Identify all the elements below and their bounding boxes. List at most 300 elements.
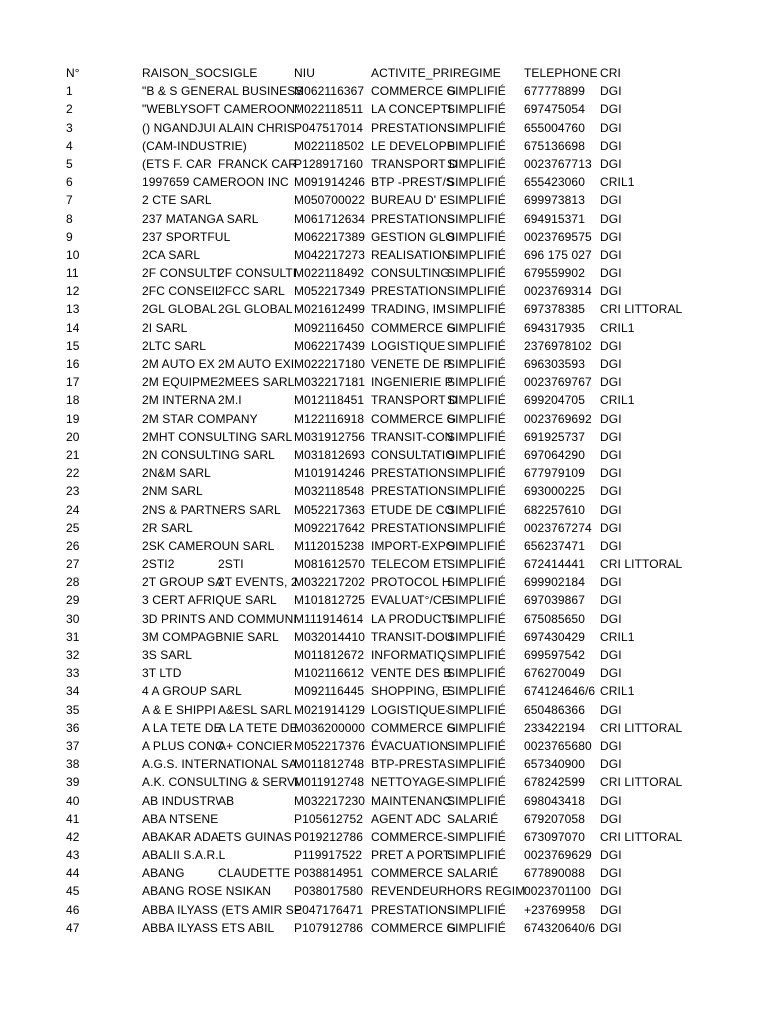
cell-niu: M052217349	[294, 284, 366, 299]
cell-telephone: 672414441	[524, 557, 585, 572]
cell-regime: SALARIÉ	[447, 811, 499, 826]
cell-no: 43	[66, 848, 80, 863]
cell-raison-sociale: ABANG	[142, 866, 185, 881]
cell-telephone: +23769958	[524, 902, 586, 917]
cell-sigle: 2FCC SARL	[218, 284, 285, 299]
header-niu: NIU	[294, 66, 315, 80]
cell-activite: ETUDE DE CO	[371, 502, 455, 517]
cell-activite: CONSULTATIO	[371, 447, 455, 462]
cell-raison-sociale: 2M EQUIPME	[142, 375, 219, 390]
cell-raison-sociale: 3S SARL	[142, 648, 193, 662]
cell-no: 32	[66, 648, 80, 662]
cell-no: 1	[66, 84, 73, 99]
cell-telephone: 0023769629	[524, 848, 592, 863]
cell-regime: SIMPLIFIÉ	[447, 429, 506, 444]
cell-cri: DGI	[600, 156, 622, 171]
cell-activite: REVENDEUR	[371, 884, 448, 899]
cell-cri: DGI	[600, 102, 622, 117]
cell-raison-sociale: 2M AUTO EX	[142, 357, 215, 371]
cell-activite: PRET A PORT	[371, 848, 451, 863]
cell-niu: M101914246	[294, 466, 366, 481]
cell-raison-sociale: (CAM-INDUSTRIE)	[142, 138, 247, 153]
cell-telephone: 677979109	[524, 466, 585, 481]
cell-telephone: 679207058	[524, 811, 585, 826]
cell-no: 41	[66, 811, 80, 826]
cell-activite: INGENIERIE P	[371, 375, 453, 390]
cell-cri: DGI	[600, 648, 622, 662]
cell-telephone: 674124646/6	[524, 684, 596, 699]
cell-regime: SIMPLIFIÉ	[447, 229, 506, 244]
cell-no: 29	[66, 593, 80, 608]
cell-raison-sociale: ABAKAR ADA	[142, 829, 220, 844]
cell-sigle: 2F CONSULTI	[218, 266, 297, 281]
cell-regime: SIMPLIFIÉ	[447, 284, 506, 299]
header-telephone: TELEPHONE	[524, 66, 598, 80]
cell-niu: M092116445	[294, 684, 365, 699]
cell-telephone: 699973813	[524, 193, 585, 208]
cell-niu: M062116367	[294, 84, 365, 99]
cell-niu: M011912748	[294, 775, 365, 790]
cell-niu: M102116612	[294, 666, 365, 681]
cell-raison-sociale: 3D PRINTS AND COMMUNI	[142, 611, 297, 626]
cell-niu: M032118548	[294, 484, 365, 499]
cell-raison-sociale: A LA TETE DE	[142, 720, 222, 735]
cell-cri: CRI LITTORAL	[600, 302, 683, 317]
cell-sigle: 2M.I	[218, 393, 242, 408]
cell-niu: M062217439	[294, 338, 366, 353]
cell-raison-sociale: 2LTC SARL	[142, 338, 207, 353]
cell-activite: LE DEVELOPP	[371, 138, 455, 153]
cell-activite: SHOPPING, E	[371, 684, 451, 699]
cell-regime: SIMPLIFIÉ	[447, 848, 506, 863]
cell-niu: M050700022	[294, 193, 366, 208]
cell-niu: P047176471	[294, 902, 364, 917]
cell-telephone: 0023769767	[524, 375, 592, 390]
cell-raison-sociale: 2N CONSULTING SARL	[142, 447, 275, 462]
cell-cri: DGI	[600, 84, 622, 99]
cell-telephone: 0023769692	[524, 411, 592, 426]
cell-telephone: 694317935	[524, 320, 585, 335]
cell-activite: VENTE DES B	[371, 666, 452, 681]
cell-raison-sociale: 1997659 CAMEROON INC	[142, 175, 289, 190]
cell-regime: SIMPLIFIÉ	[447, 338, 506, 353]
cell-regime: SIMPLIFIÉ	[447, 302, 506, 317]
cell-raison-sociale: 237 MATANGA SARL	[142, 211, 259, 226]
cell-regime: SIMPLIFIÉ	[447, 538, 506, 553]
cell-telephone: 693000225	[524, 484, 585, 499]
header-raison-sociale: RAISON_SOCSIGLE	[142, 66, 258, 80]
cell-telephone: 655004760	[524, 120, 585, 135]
cell-activite: EVALUAT°/CE	[371, 593, 450, 608]
cell-regime: SALARIÉ	[447, 866, 499, 881]
cell-niu: M031812693	[294, 447, 366, 462]
cell-no: 13	[66, 302, 80, 317]
cell-cri: DGI	[600, 666, 622, 681]
cell-telephone: 696 175 027	[524, 247, 592, 262]
cell-cri: DGI	[600, 884, 622, 899]
cell-activite: TRANSPORT D	[371, 156, 458, 171]
cell-no: 14	[66, 320, 80, 335]
cell-telephone: 657340900	[524, 757, 585, 772]
cell-regime: SIMPLIFIÉ	[447, 920, 506, 935]
cell-niu: M036200000	[294, 720, 366, 735]
cell-raison-sociale: 2I SARL	[142, 320, 188, 335]
cell-raison-sociale: ABALII S.A.R.L	[142, 848, 226, 863]
cell-regime: SIMPLIFIÉ	[447, 247, 506, 262]
cell-cri: DGI	[600, 502, 622, 517]
cell-raison-sociale: ABANG ROSE NSIKAN	[142, 884, 272, 899]
cell-no: 33	[66, 666, 80, 681]
cell-regime: SIMPLIFIÉ	[447, 793, 506, 808]
cell-cri: DGI	[600, 193, 622, 208]
cell-niu: M022217180	[294, 357, 366, 371]
cell-activite: PRESTATIONS	[371, 120, 455, 135]
cell-no: 28	[66, 575, 80, 590]
cell-cri: DGI	[600, 229, 622, 244]
cell-regime: SIMPLIFIÉ	[447, 175, 506, 190]
cell-telephone: 697430429	[524, 629, 585, 644]
cell-regime: SIMPLIFIÉ	[447, 738, 506, 753]
cell-activite: COMMERCE G	[371, 920, 456, 935]
cell-no: 5	[66, 156, 73, 171]
cell-activite: INFORMATIQ	[371, 648, 447, 662]
cell-activite: ÉVACUATION	[371, 738, 449, 753]
cell-raison-sociale: 2FC CONSEIL	[142, 284, 222, 299]
cell-sigle: 2M AUTO EXI	[218, 357, 295, 371]
cell-cri: DGI	[600, 338, 622, 353]
cell-cri: DGI	[600, 538, 622, 553]
cell-no: 35	[66, 702, 80, 717]
cell-activite: BUREAU D' E	[371, 193, 448, 208]
cell-cri: DGI	[600, 520, 622, 535]
cell-regime: SIMPLIFIÉ	[447, 466, 506, 481]
cell-niu: M011812748	[294, 757, 365, 772]
cell-niu: M022118502	[294, 138, 365, 153]
cell-no: 7	[66, 193, 73, 208]
cell-sigle: A&ESL SARL	[218, 702, 292, 717]
cell-cri: DGI	[600, 757, 622, 772]
cell-raison-sociale: A PLUS CONC	[142, 738, 224, 753]
cell-niu: M022118511	[294, 102, 364, 117]
cell-sigle: 2STI	[218, 557, 244, 572]
cell-cri: DGI	[600, 902, 622, 917]
cell-telephone: 650486366	[524, 702, 585, 717]
cell-regime: SIMPLIFIÉ	[447, 520, 506, 535]
cell-regime: SIMPLIFIÉ	[447, 593, 506, 608]
cell-raison-sociale: 2 CTE SARL	[142, 193, 212, 208]
cell-activite: IMPORT-EXPO	[371, 538, 456, 553]
cell-telephone: 0023765680	[524, 738, 592, 753]
cell-activite: GESTION GLO	[371, 229, 455, 244]
cell-activite: COMMERCE-	[371, 829, 448, 844]
cell-no: 36	[66, 720, 80, 735]
cell-niu: M022118492	[294, 266, 365, 281]
cell-niu: M122116918	[294, 411, 365, 426]
cell-cri: DGI	[600, 429, 622, 444]
cell-niu: M092116450	[294, 320, 365, 335]
cell-activite: PRESTATIONS	[371, 211, 455, 226]
cell-sigle: CLAUDETTE	[218, 866, 291, 881]
cell-sigle: AB	[218, 793, 235, 808]
cell-telephone: 0023769314	[524, 284, 592, 299]
cell-regime: SIMPLIFIÉ	[447, 757, 506, 772]
cell-niu: P119917522	[294, 848, 363, 863]
cell-activite: REALISATION	[371, 247, 451, 262]
cell-cri: DGI	[600, 120, 622, 135]
cell-no: 39	[66, 775, 80, 790]
cell-no: 16	[66, 357, 80, 371]
cell-telephone: 676270049	[524, 666, 585, 681]
cell-activite: MAINTENANC	[371, 793, 452, 808]
cell-regime: SIMPLIFIÉ	[447, 684, 506, 699]
cell-sigle: ETS GUINAS	[218, 829, 292, 844]
cell-niu: M081612570	[294, 557, 366, 572]
cell-raison-sociale: 2MHT CONSULTING SARL	[142, 429, 293, 444]
cell-no: 40	[66, 793, 80, 808]
cell-raison-sociale: 4 A GROUP SARL	[142, 684, 242, 699]
cell-telephone: 699204705	[524, 393, 585, 408]
cell-niu: P047517014	[294, 120, 364, 135]
cell-niu: M021612499	[294, 302, 366, 317]
cell-cri: DGI	[600, 738, 622, 753]
cell-no: 3	[66, 120, 73, 135]
cell-telephone: 0023767713	[524, 156, 592, 171]
cell-activite: PRESTATIONS	[371, 902, 455, 917]
cell-no: 10	[66, 247, 80, 262]
cell-activite: COMMERCE G	[371, 720, 456, 735]
cell-activite: COMMERCE G	[371, 84, 456, 99]
cell-sigle: 2GL GLOBAL	[218, 302, 293, 317]
cell-telephone: 678242599	[524, 775, 585, 790]
cell-sigle: A LA TETE DE	[218, 720, 298, 735]
cell-regime: SIMPLIFIÉ	[447, 138, 506, 153]
cell-activite: COMMERCE G	[371, 320, 456, 335]
cell-no: 30	[66, 611, 80, 626]
cell-raison-sociale: 2M INTERNA	[142, 393, 216, 408]
cell-no: 25	[66, 520, 80, 535]
cell-niu: P019212786	[294, 829, 364, 844]
cell-cri: DGI	[600, 247, 622, 262]
cell-activite: PROTOCOL H	[371, 575, 451, 590]
cell-no: 45	[66, 884, 80, 899]
cell-telephone: 677890088	[524, 866, 585, 881]
cell-activite: LA CONCEPTI	[371, 102, 452, 117]
cell-no: 26	[66, 538, 80, 553]
cell-niu: P038017580	[294, 884, 364, 899]
cell-telephone: 2376978102	[524, 338, 592, 353]
cell-regime: HORS REGIM	[447, 884, 526, 899]
cell-telephone: 694915371	[524, 211, 585, 226]
cell-cri: DGI	[600, 811, 622, 826]
cell-regime: SIMPLIFIÉ	[447, 102, 506, 117]
cell-raison-sociale: "B & S GENERAL BUSINESS	[142, 84, 304, 99]
cell-raison-sociale: 2SK CAMEROUN SARL	[142, 538, 275, 553]
cell-activite: PRESTATIONS	[371, 520, 455, 535]
cell-niu: M032217202	[294, 575, 366, 590]
header-activite-regime: ACTIVITE_PRIREGIME	[371, 66, 501, 80]
cell-cri: DGI	[600, 793, 622, 808]
cell-regime: SIMPLIFIÉ	[447, 484, 506, 499]
cell-cri: DGI	[600, 702, 622, 717]
cell-activite: NETTOYAGE-	[371, 775, 449, 790]
cell-activite: TRANSIT-DOU	[371, 629, 454, 644]
cell-cri: DGI	[600, 575, 622, 590]
cell-activite: TRADING, IM	[371, 302, 447, 317]
cell-niu: M032217181	[294, 375, 366, 390]
cell-activite: TRANSIT-CON	[371, 429, 454, 444]
cell-raison-sociale: A.K. CONSULTING & SERVI	[142, 775, 299, 790]
cell-cri: CRI LITTORAL	[600, 775, 683, 790]
cell-no: 44	[66, 866, 80, 881]
cell-no: 31	[66, 629, 80, 644]
cell-raison-sociale: 2F CONSULTI	[142, 266, 221, 281]
cell-regime: SIMPLIFIÉ	[447, 702, 506, 717]
cell-telephone: 697064290	[524, 447, 585, 462]
cell-telephone: 675136698	[524, 138, 585, 153]
cell-no: 19	[66, 411, 80, 426]
cell-raison-sociale: A.G.S. INTERNATIONAL SA	[142, 757, 297, 772]
cell-regime: SIMPLIFIÉ	[447, 193, 506, 208]
cell-no: 37	[66, 738, 80, 753]
cell-activite: LOGISTIQUE	[371, 338, 446, 353]
cell-niu: M042217273	[294, 247, 366, 262]
cell-sigle: 2MEES SARL	[218, 375, 295, 390]
cell-niu: P105612752	[294, 811, 364, 826]
cell-cri: DGI	[600, 484, 622, 499]
cell-telephone: 0023767274	[524, 520, 592, 535]
cell-telephone: 233422194	[524, 720, 585, 735]
cell-niu: P107912786	[294, 920, 364, 935]
cell-raison-sociale: 3T LTD	[142, 666, 182, 681]
cell-cri: CRIL1	[600, 629, 635, 644]
cell-raison-sociale: "WEBLYSOFT CAMEROON"	[142, 102, 300, 117]
cell-activite: VENETE DE P	[371, 357, 452, 371]
cell-no: 2	[66, 102, 73, 117]
cell-activite: COMMERCE	[371, 866, 444, 881]
cell-no: 23	[66, 484, 80, 499]
cell-regime: SIMPLIFIÉ	[447, 120, 506, 135]
cell-raison-sociale: (ETS F. CAR	[142, 156, 212, 171]
cell-raison-sociale: 2NM SARL	[142, 484, 203, 499]
header-no: N°	[66, 66, 80, 80]
cell-regime: SIMPLIFIÉ	[447, 266, 506, 281]
cell-telephone: 696303593	[524, 357, 585, 371]
cell-raison-sociale: ABBA ILYASS (ETS AMIR SE	[142, 902, 303, 917]
cell-regime: SIMPLIFIÉ	[447, 557, 506, 572]
cell-raison-sociale: 2R SARL	[142, 520, 193, 535]
cell-telephone: 691925737	[524, 429, 585, 444]
cell-activite: TELECOM ET	[371, 557, 449, 572]
cell-cri: DGI	[600, 357, 622, 371]
cell-cri: DGI	[600, 466, 622, 481]
cell-regime: SIMPLIFIÉ	[447, 320, 506, 335]
cell-cri: CRI LITTORAL	[600, 720, 683, 735]
cell-raison-sociale: 2NS & PARTNERS SARL	[142, 502, 281, 517]
cell-raison-sociale: () NGANDJUI ALAIN CHRIS	[142, 120, 295, 135]
cell-regime: SIMPLIFIÉ	[447, 611, 506, 626]
cell-sigle: A+ CONCIER	[218, 738, 293, 753]
cell-no: 12	[66, 284, 80, 299]
cell-cri: DGI	[600, 266, 622, 281]
cell-no: 20	[66, 429, 80, 444]
cell-telephone: 697039867	[524, 593, 585, 608]
cell-regime: SIMPLIFIÉ	[447, 775, 506, 790]
cell-no: 21	[66, 447, 80, 462]
cell-activite: CONSULTING	[371, 266, 450, 281]
cell-telephone: 677778899	[524, 84, 585, 99]
cell-no: 27	[66, 557, 80, 572]
cell-cri: DGI	[600, 211, 622, 226]
cell-no: 42	[66, 829, 80, 844]
cell-regime: SIMPLIFIÉ	[447, 575, 506, 590]
cell-regime: SIMPLIFIÉ	[447, 829, 506, 844]
cell-cri: DGI	[600, 411, 622, 426]
cell-niu: M012118451	[294, 393, 365, 408]
cell-regime: SIMPLIFIÉ	[447, 902, 506, 917]
cell-regime: SIMPLIFIÉ	[447, 666, 506, 681]
cell-no: 15	[66, 338, 80, 353]
cell-regime: SIMPLIFIÉ	[447, 84, 506, 99]
cell-activite: PRESTATION	[371, 484, 447, 499]
cell-activite: BTP-PRESTA	[371, 757, 447, 772]
cell-activite: LA PRODUCTI	[371, 611, 453, 626]
cell-raison-sociale: 2N&M SARL	[142, 466, 211, 481]
cell-regime: SIMPLIFIÉ	[447, 502, 506, 517]
cell-no: 34	[66, 684, 80, 699]
cell-raison-sociale: 2M STAR COMPANY	[142, 411, 258, 426]
cell-telephone: 673097070	[524, 829, 585, 844]
cell-niu: P038814951	[294, 866, 364, 881]
cell-no: 24	[66, 502, 80, 517]
cell-cri: CRIL1	[600, 320, 635, 335]
cell-activite: TRANSPORT D	[371, 393, 458, 408]
cell-cri: DGI	[600, 284, 622, 299]
cell-activite: PRESTATION	[371, 284, 447, 299]
cell-no: 38	[66, 757, 80, 772]
cell-sigle: FRANCK CAR	[218, 156, 298, 171]
cell-niu: M092217642	[294, 520, 366, 535]
cell-telephone: 0023701100	[524, 884, 591, 899]
cell-niu: M112015238	[294, 538, 365, 553]
cell-no: 8	[66, 211, 73, 226]
cell-raison-sociale: 2GL GLOBAL	[142, 302, 217, 317]
cell-niu: P128917160	[294, 156, 364, 171]
cell-raison-sociale: 2T GROUP SA	[142, 575, 224, 590]
cell-regime: SIMPLIFIÉ	[447, 211, 506, 226]
cell-telephone: 697378385	[524, 302, 585, 317]
cell-sigle: 2T EVENTS, 2	[218, 575, 298, 590]
cell-cri: DGI	[600, 611, 622, 626]
cell-cri: CRI LITTORAL	[600, 557, 683, 572]
cell-telephone: 656237471	[524, 538, 585, 553]
cell-niu: M111914614	[294, 611, 364, 626]
cell-cri: DGI	[600, 848, 622, 863]
cell-raison-sociale: A & E SHIPPI	[142, 702, 216, 717]
cell-telephone: 697475054	[524, 102, 585, 117]
cell-niu: M031912756	[294, 429, 366, 444]
cell-no: 46	[66, 902, 80, 917]
cell-raison-sociale: AB INDUSTR\	[142, 793, 220, 808]
cell-cri: DGI	[600, 920, 622, 935]
cell-raison-sociale: 3M COMPAGBNIE SARL	[142, 629, 279, 644]
cell-raison-sociale: 3 CERT AFRIQUE SARL	[142, 593, 277, 608]
cell-activite: COMMERCE G	[371, 411, 456, 426]
cell-cri: DGI	[600, 138, 622, 153]
cell-cri: CRIL1	[600, 175, 635, 190]
cell-no: 18	[66, 393, 80, 408]
cell-regime: SIMPLIFIÉ	[447, 447, 506, 462]
cell-no: 17	[66, 375, 80, 390]
